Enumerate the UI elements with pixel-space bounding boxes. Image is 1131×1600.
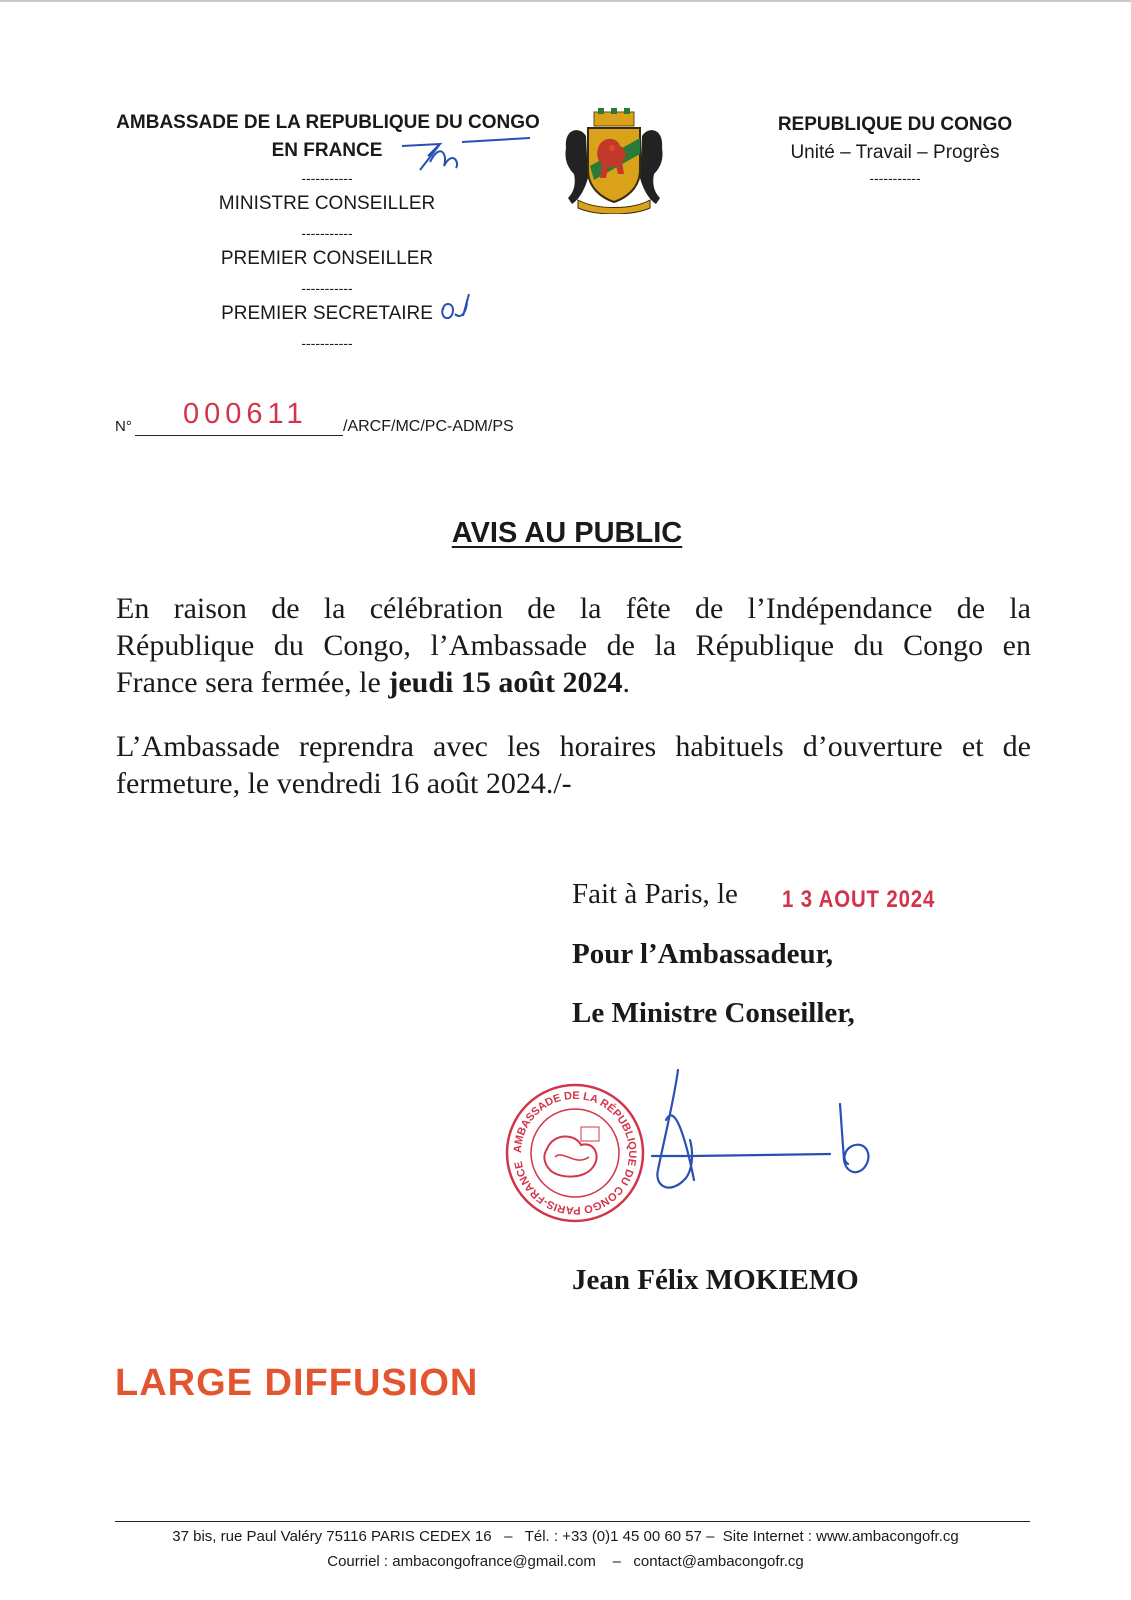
reference-suffix: /ARCF/MC/PC-ADM/PS: [343, 418, 514, 435]
closure-period: .: [622, 666, 631, 699]
on-behalf-line: Pour l’Ambassadeur,: [572, 938, 834, 970]
closure-date: jeudi 15 août 2024: [388, 666, 623, 699]
signatory-role: Le Ministre Conseiller,: [572, 997, 855, 1029]
reference-label: N°: [115, 418, 132, 435]
notice-paragraph-1-line-1: En raison de la célébration de la fête de l’Indépendance de la: [116, 592, 1031, 625]
notice-paragraph-2-line-2: fermeture, le vendredi 16 août 2024./-: [116, 767, 572, 800]
secretary-initials-icon: [437, 290, 477, 326]
handwritten-signature-icon: [630, 1060, 890, 1230]
divider-dashes: -----------: [301, 170, 353, 186]
role-first-counselor: PREMIER CONSEILLER: [220, 248, 434, 269]
divider-dashes: -----------: [301, 335, 353, 351]
place-and-date-label: Fait à Paris, le: [572, 878, 738, 910]
footer-email-line: Courriel : ambacongofrance@gmail.com – contact@ambacongofr.cg: [327, 1553, 804, 1570]
divider-dashes: -----------: [301, 280, 353, 296]
reference-number-stamp: 000611: [183, 398, 308, 430]
country-name: REPUBLIQUE DU CONGO: [777, 114, 1013, 135]
footer-rule: [115, 1521, 1030, 1522]
notice-paragraph-1-line-3: [116, 664, 1031, 701]
closure-intro-text: France sera fermée, le: [116, 666, 389, 699]
seal-outer-text: AMBASSADE DE LA RÉPUBLIQUE DU CONGO PARIS-FRANCE: [511, 1089, 639, 1217]
divider-dashes: -----------: [869, 170, 921, 186]
signatory-name: Jean Félix MOKIEMO: [572, 1264, 859, 1296]
role-first-secretary: PREMIER SECRETAIRE: [221, 303, 433, 324]
coat-of-arms-icon: [560, 108, 668, 214]
scan-top-edge: [0, 0, 1131, 2]
national-motto: Unité – Travail – Progrès: [790, 142, 1000, 163]
notice-paragraph-2-line-1: L’Ambassade reprendra avec les horaires habituels d’ouverture et de: [116, 730, 1031, 763]
initials-signature-icon: [400, 132, 530, 180]
notice-title: AVIS AU PUBLIC: [451, 517, 683, 549]
distribution-label: LARGE DIFFUSION: [115, 1362, 479, 1404]
date-stamp: 1 3 AOUT 2024: [782, 886, 936, 913]
divider-dashes: -----------: [301, 225, 353, 241]
notice-paragraph-1-line-2: République du Congo, l’Ambassade de la République du Congo en: [116, 629, 1031, 662]
embassy-location: EN FRANCE: [271, 140, 383, 161]
embassy-name: AMBASSADE DE LA REPUBLIQUE DU CONGO: [116, 112, 540, 133]
role-minister-counselor: MINISTRE CONSEILLER: [218, 193, 436, 214]
official-seal-icon: [505, 1083, 645, 1223]
reference-underline: [135, 435, 343, 436]
footer-address-line: 37 bis, rue Paul Valéry 75116 PARIS CEDEX 16 – Tél. : +33 (0)1 45 00 60 57 – Site Internet : www.ambacongofr.cg: [172, 1528, 959, 1545]
